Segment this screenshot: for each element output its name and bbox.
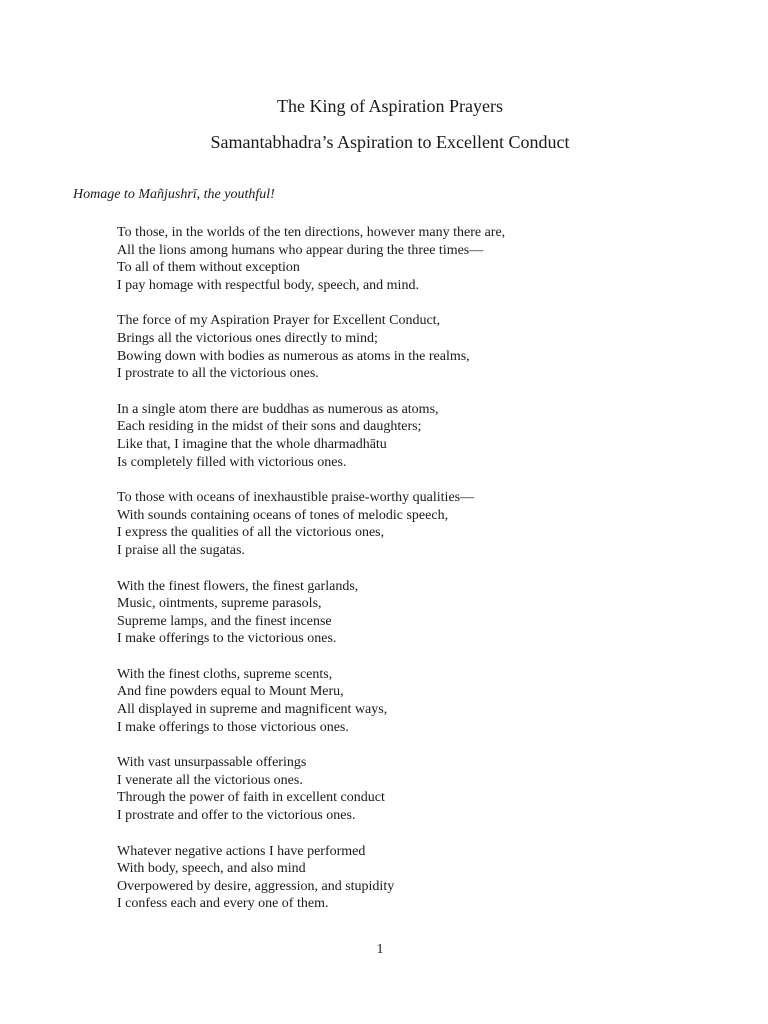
page-number: 1 (376, 942, 384, 957)
verse-line: I confess each and every one of them. (117, 896, 329, 912)
verse-line: To all of them without exception (117, 260, 300, 276)
verse-line: I make offerings to those victorious ones. (117, 719, 349, 735)
verse-line: With vast unsurpassable offerings (117, 755, 307, 771)
verse-line: Like that, I imagine that the whole dharmadhātu (117, 436, 387, 452)
verse-line: Through the power of faith in excellent conduct (117, 790, 385, 806)
stanza-6 (117, 666, 717, 736)
stanza-7 (117, 754, 717, 824)
document-title: The King of Aspiration Prayers (277, 96, 503, 116)
verse-line: With sounds containing oceans of tones of melodic speech, (117, 507, 449, 523)
verse-line: Brings all the victorious ones directly to mind; (117, 330, 378, 346)
verse-line: Each residing in the midst of their sons and daughters; (117, 419, 422, 435)
verse-line: I express the qualities of all the victorious ones, (117, 525, 385, 541)
stanza-3 (117, 401, 717, 471)
verse-line: Is completely filled with victorious ones. (117, 454, 347, 470)
verse-line: Whatever negative actions I have performed (117, 843, 366, 859)
stanza-8 (117, 843, 717, 913)
homage-line: Homage to Mañjushrī, the youthful! (73, 187, 275, 202)
verse-line: All displayed in supreme and magnificent ways, (117, 702, 388, 718)
verse-line: I praise all the sugatas. (117, 542, 245, 558)
verse-line: And fine powders equal to Mount Meru, (117, 684, 344, 700)
stanza-5 (117, 578, 717, 648)
verse-line: The force of my Aspiration Prayer for Excellent Conduct, (117, 313, 441, 329)
verse-line: I make offerings to the victorious ones. (117, 631, 337, 647)
verse-line: To those, in the worlds of the ten directions, however many there are, (117, 225, 506, 240)
verse-line: Overpowered by desire, aggression, and stupidity (117, 878, 395, 894)
document-subtitle: Samantabhadra’s Aspiration to Excellent Conduct (210, 132, 570, 152)
verse-line: I prostrate to all the victorious ones. (117, 366, 319, 382)
stanza-1 (117, 224, 717, 294)
verse-line: With the finest cloths, supreme scents, (117, 666, 333, 682)
verse-line: Music, ointments, supreme parasols, (117, 596, 322, 612)
verse-line: All the lions among humans who appear during the three times— (117, 242, 484, 258)
verse-line: I venerate all the victorious ones. (117, 772, 303, 788)
verse-line: In a single atom there are buddhas as numerous as atoms, (117, 401, 439, 417)
verse-list (117, 224, 717, 931)
verse-line: I pay homage with respectful body, speech, and mind. (117, 277, 419, 293)
stanza-4 (117, 489, 717, 559)
stanza-2 (117, 312, 717, 382)
verse-line: I prostrate and offer to the victorious ones. (117, 808, 356, 824)
verse-line: To those with oceans of inexhaustible praise-worthy qualities— (117, 490, 475, 506)
verse-line: With body, speech, and also mind (117, 861, 306, 877)
verse-line: With the finest flowers, the finest garlands, (117, 578, 359, 594)
verse-line: Supreme lamps, and the finest incense (117, 613, 332, 629)
verse-line: Bowing down with bodies as numerous as atoms in the realms, (117, 348, 470, 364)
